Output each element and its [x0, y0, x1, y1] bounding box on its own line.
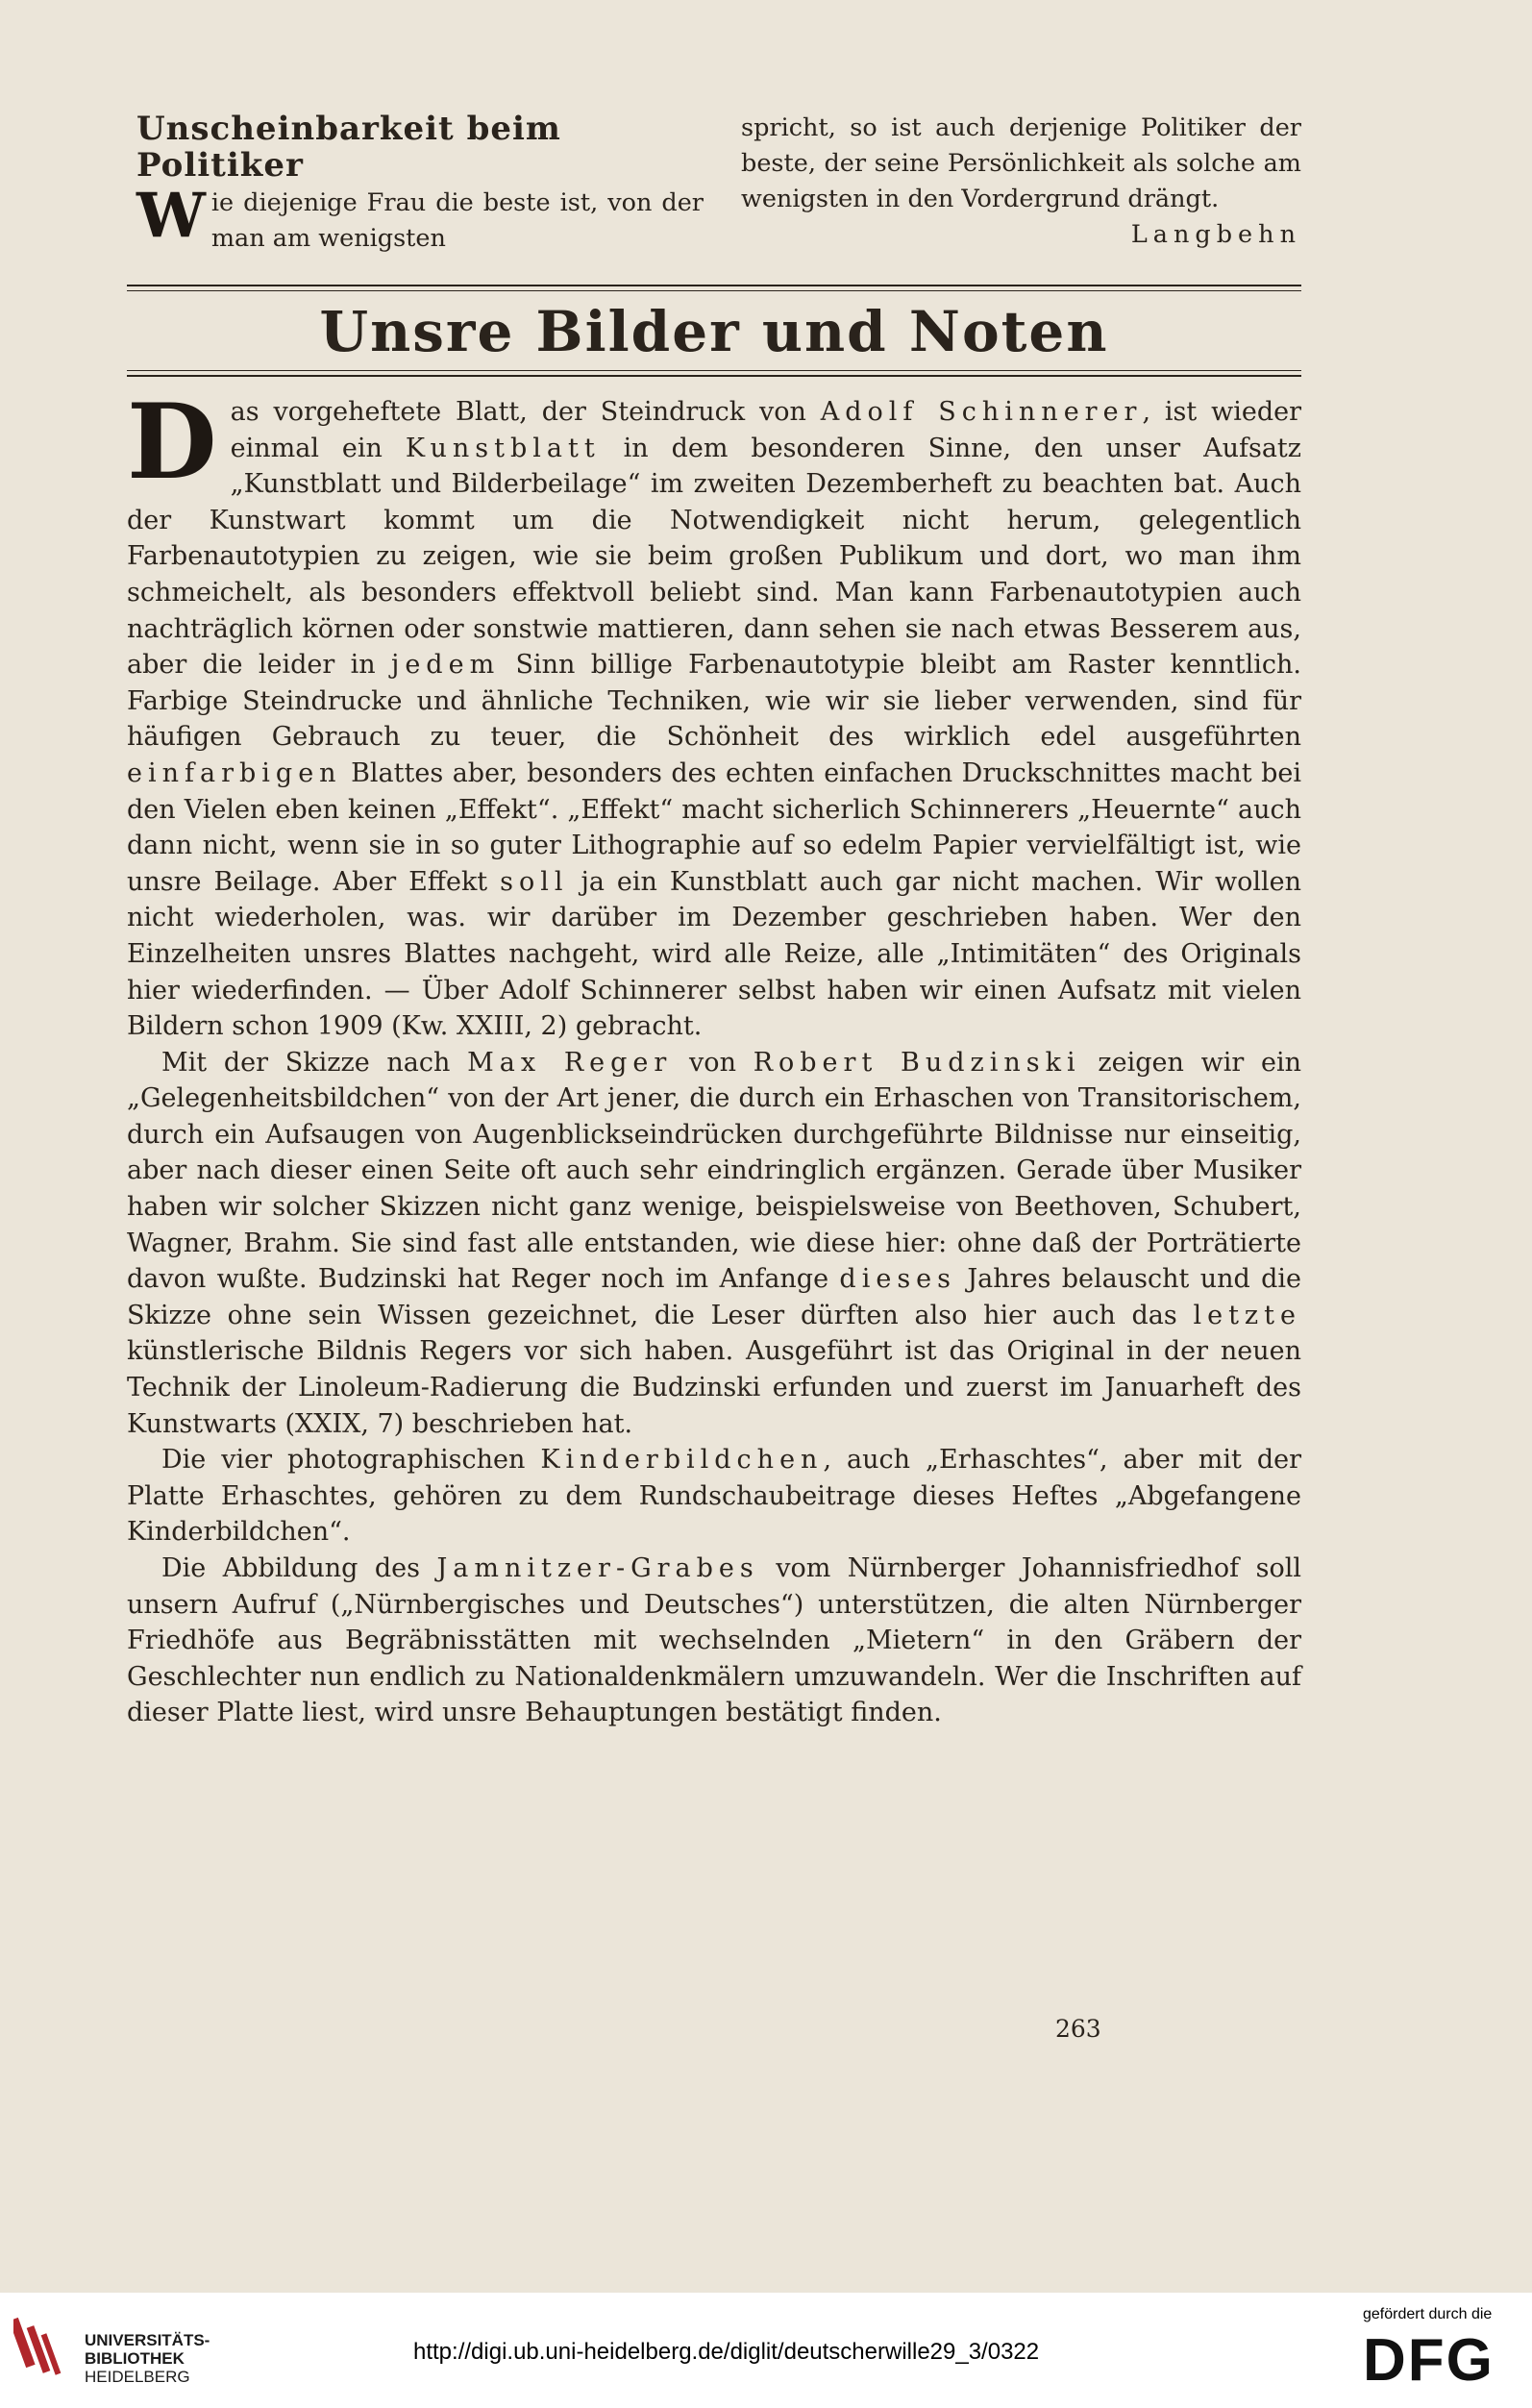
paragraph-1 [127, 382, 1302, 1045]
text-run: as vorgeheftete Blatt, der Steindruck von [230, 397, 821, 427]
library-name-line-2: BIBLIOTHEK [85, 2349, 185, 2368]
emphasized-text: Adolf Schinnerer [820, 397, 1143, 427]
dfg-logo: DFG [1363, 2327, 1495, 2394]
side-article-signature-line [741, 217, 1301, 253]
section-title: Unsre Bilder und Noten [319, 299, 1109, 364]
side-article-right-column [741, 111, 1301, 279]
library-logo-icon [13, 2312, 67, 2381]
page-number: 263 [1055, 2015, 1101, 2043]
text-run: künstlerische Bildnis Regers vor sich haben. Ausgeführt ist das Original in der neuen Technik der Linoleum-Radierung die Budzinski erfunden und zuerst im Januarheft des Kunstwarts (XXIX, 7) beschrieben hat. [127, 1336, 1301, 1439]
funding-note: gefördert durch die [1363, 2306, 1493, 2322]
text-run: vom Nürnberger Johannisfriedhof soll unsern Aufruf („Nürnbergisches und Deutsches“) unterstützen, die alten Nürnberger Friedhöfe aus Begräbnisstätten mit wechselnden „Mietern“ in den Gräbern der Geschlechter nun endlich zu Nationaldenkmälern umzuwandeln. Wer die Inschriften auf dieser Platte liest, wird unsre Behauptungen bestätigt finden. [127, 1553, 1301, 1728]
drop-cap-initial: D [127, 382, 217, 503]
library-name-line-1: UNIVERSITÄTS- [85, 2331, 210, 2349]
side-article-author: Langbehn [1130, 220, 1301, 249]
side-article-initial: W [136, 180, 206, 252]
text-run: Blattes aber, besonders des echten einfachen Druckschnittes macht bei den Vielen eben keinen „Effekt“. „Effekt“ macht sicherlich Schinnerers „Heuernte“ auch dann nicht, wenn sie in so guter Lithographie auf so edelm Papier vervielfältigt ist, wie unsre Beilage. Aber Effekt [127, 757, 1301, 897]
emphasized-text: dieses [839, 1264, 957, 1295]
divider [127, 290, 1301, 291]
text-run: in dem besonderen Sinne, den unser Aufsatz „Kunstblatt und Bilderbeilage“ im zweiten Dezemberheft zu beachten bat. Auch der Kunstwart kommt um die Notwendigkeit nicht herum, gelegentlich Farbenautotypien zu zeigen, wie sie beim großen Publikum und dort, wo man ihm schmeichelt, als besonders effektvoll beliebt sind. Man kann Farbenautotypien auch nachträglich körnen oder sonstwie mattieren, dann sehen sie nach etwas Besserem aus, aber die leider in [127, 433, 1301, 681]
side-article-title: Unscheinbarkeit beim Politiker [136, 110, 561, 185]
emphasized-text: Robert Budzinski [753, 1047, 1081, 1078]
text-run: , auch „Erhaschtes“, aber mit der Platte Erhaschtes, gehören zu dem Rundschaubeitrage dieses Heftes „Abgefangene Kinderbildchen“. [127, 1445, 1301, 1548]
text-run: von [672, 1047, 754, 1078]
text-run: Mit der Skizze nach [161, 1047, 468, 1078]
side-article [127, 111, 1301, 279]
emphasized-text: Jamnitzer-Grabes [436, 1553, 759, 1583]
library-name [85, 2331, 210, 2386]
side-article-left-column [127, 111, 704, 279]
text-run: Die Abbildung des [161, 1553, 437, 1583]
permalink-url[interactable]: http://digi.ub.uni-heidelberg.de/diglit/deutscherwille29_3/0322 [413, 2339, 1040, 2365]
text-run: Jahres belauscht und die Skizze ohne sein Wissen gezeichnet, die Leser dürften also hier auch das [127, 1264, 1301, 1330]
side-article-text-right: spricht, so ist auch derjenige Politiker der beste, der seine Persönlichkeit als solche am wenigsten in den Vordergrund drängt. [741, 113, 1301, 213]
emphasized-text: Kunstblatt [405, 433, 601, 463]
paragraph-2 [127, 1045, 1301, 1443]
library-name-line-3: HEIDELBERG [85, 2368, 190, 2386]
emphasized-text: soll [500, 866, 569, 897]
text-run: zeigen wir ein „Gelegenheitsbildchen“ von der Art jener, die durch ein Erhaschen von Transitorischem, durch ein Aufsaugen von Augenblickseindrücken durchgeführte Bildnisse nur einseitig, aber nach dieser einen Seite oft auch sehr eindringlich ergänzen. Gerade über Musiker haben wir solcher Skizzen nicht ganz wenige, beispielsweise von Beethoven, Schubert, Wagner, Brahm. Sie sind fast alle entstanden, wie diese hier: ohne daß der Porträtierte davon wußte. Budzinski hat Reger noch im Anfange [127, 1047, 1301, 1295]
emphasized-text: Max Reger [467, 1047, 673, 1078]
text-run: Sinn billige Farbenautotypie bleibt am Raster kenntlich. Farbige Steindrucke und ähnliche Techniken, wie wir sie lieber verwenden, sind für häufigen Gebrauch zu teuer, die Schönheit des wirklich edel ausgeführten [127, 650, 1302, 753]
page-content [127, 111, 1301, 1731]
emphasized-text: einfarbigen [127, 757, 342, 788]
emphasized-text: jedem [390, 650, 501, 681]
paragraph-4 [127, 1551, 1301, 1731]
divider [127, 285, 1301, 286]
text-run: , ist wieder einmal ein [230, 397, 1301, 463]
viewer-footer [0, 2293, 1532, 2408]
text-run: ja ein Kunstblatt auch gar nicht machen. Wir wollen nicht wiederholen, was. wir darüber im Dezember geschrieben haben. Wer den Einzelheiten unsres Blattes nachgeht, wird alle Reize, alle „Intimitäten“ des Originals hier wiederfinden. — Über Adolf Schinnerer selbst haben wir einen Aufsatz mit vielen Bildern schon 1909 (Kw. XXIII, 2) gebracht. [127, 866, 1301, 1042]
divider [127, 375, 1301, 377]
divider [127, 370, 1301, 371]
emphasized-text: Kinderbildchen [540, 1445, 824, 1476]
paragraph-3 [127, 1442, 1301, 1551]
side-article-text-left: ie diejenige Frau die beste ist, von der man am wenigsten [210, 188, 704, 253]
article-body [127, 382, 1302, 1731]
emphasized-text: letzte [1193, 1300, 1301, 1330]
text-run: Die vier photographischen [161, 1445, 541, 1476]
section-header [127, 285, 1301, 377]
side-article-body-left [136, 180, 704, 257]
